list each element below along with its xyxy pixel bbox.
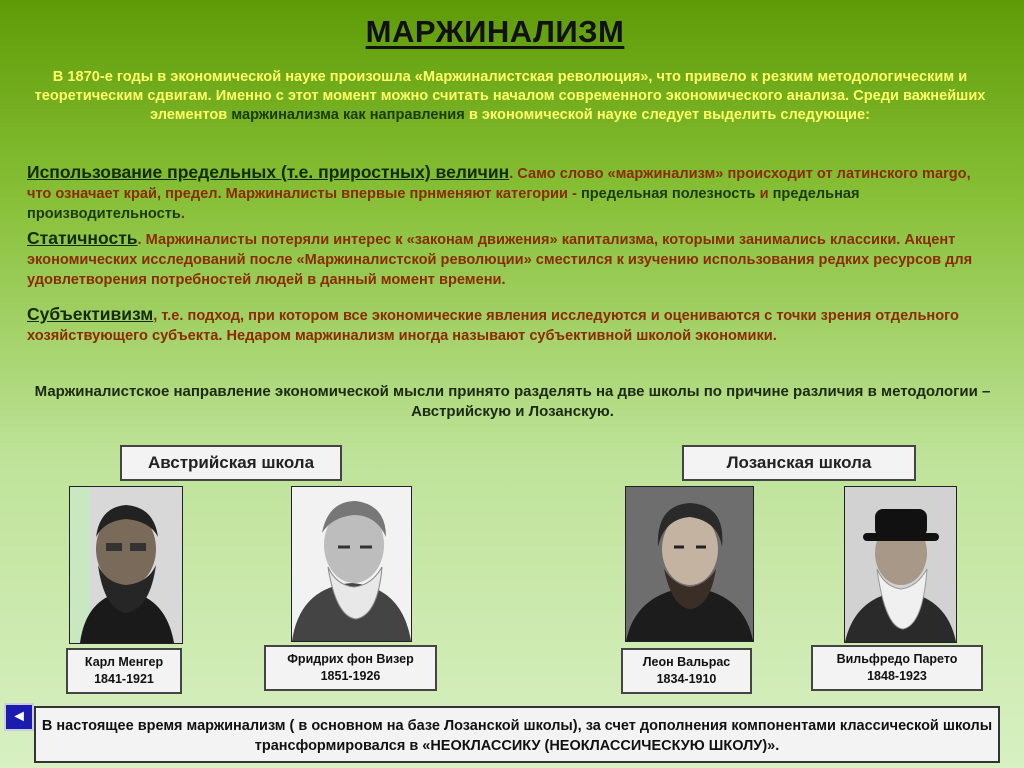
person-years: 1834-1910 xyxy=(656,672,717,686)
element-text: . Маржиналисты потеряли интерес к «законам движения» капитализма, которыми занимались классики. Акцент экономических исследований после «Маржиналистской революции» сместился к изучению использования редких ресурсов для удовлетворения потребностей людей в данный момент времени. xyxy=(27,232,973,288)
element-heading: Статичность xyxy=(27,228,138,248)
page-title: МАРЖИНАЛИЗМ xyxy=(365,14,625,49)
person-name: Вильфредо Парето xyxy=(836,652,958,666)
element-text: . Само слово «маржинализм» происходит от латинского margo, что означает край, предел. Маржиналисты впервые прнменяют категории - xyxy=(27,166,971,202)
intro-text-1: В 1870-е годы в экономической науке произошла «Маржиналистская революция», что привело к резким методологическим и теоретическим сдвигам. Именно с этот момент можно считать началом современного экономического анализа. Среди важнейших элементов xyxy=(34,69,986,123)
person-years: 1841-1921 xyxy=(94,672,154,686)
caption-wieser xyxy=(264,645,437,691)
element-subjectivism xyxy=(27,304,992,346)
portrait-walras xyxy=(625,486,754,642)
element-statics xyxy=(27,228,992,290)
intro-paragraph xyxy=(30,68,990,125)
element-term: предельная производительность xyxy=(27,186,860,222)
caption-menger xyxy=(66,648,182,694)
portrait-wieser xyxy=(291,486,412,642)
element-text: и xyxy=(755,186,773,202)
element-text: . xyxy=(180,206,185,222)
person-name: Карл Менгер xyxy=(84,655,164,669)
austrian-school-label: Австрийская школа xyxy=(120,445,342,481)
element-term: предельная полезность xyxy=(580,186,756,202)
person-name: Фридрих фон Визер xyxy=(287,652,414,666)
schools-description: Маржиналистское направление экономической мысли принято разделять на две школы по причине различия в методологии – Австрийскую и Лозанскую. xyxy=(34,383,991,420)
person-years: 1851-1926 xyxy=(320,669,381,683)
element-heading: Использование предельных (т.е. приростных) величин xyxy=(27,162,510,182)
caption-walras xyxy=(621,648,752,694)
intro-text-3: в экономической науке следует выделить следующие: xyxy=(464,107,870,123)
person-years: 1848-1923 xyxy=(867,669,927,683)
element-heading: Субъективизм xyxy=(27,304,154,324)
caption-pareto xyxy=(811,645,983,691)
portrait-menger xyxy=(69,486,183,644)
portrait-pareto xyxy=(844,486,957,643)
intro-text-2: маржинализма как направления xyxy=(231,107,465,123)
person-name: Леон Вальрас xyxy=(642,655,731,669)
conclusion-box: В настоящее время маржинализм ( в основном на базе Лозанской школы), за счет дополнения компонентами классической школы трансформировался в «НЕОКЛАССИКУ (НЕОКЛАССИЧЕСКУЮ ШКОЛУ)». xyxy=(34,706,1000,763)
lausanne-school-label: Лозанская школа xyxy=(682,445,916,481)
element-text: , т.е. подход, при котором все экономические явления исследуются и оцениваются с точки зрения отдельного хозяйствующего субъекта. Недаром маржинализм иногда называют субъективной школой экономики. xyxy=(27,308,959,344)
element-marginal-values xyxy=(27,162,992,224)
back-button[interactable]: ◄ xyxy=(4,703,34,731)
